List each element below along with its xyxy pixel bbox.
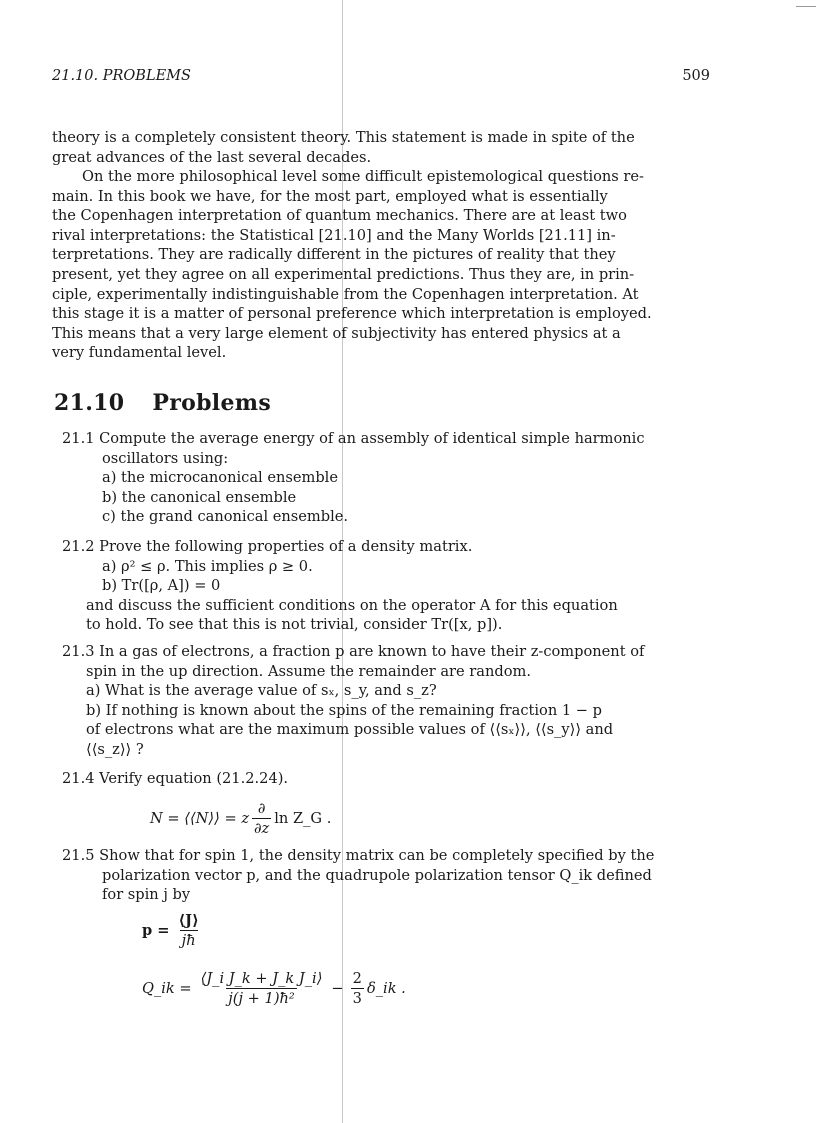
text-line: This means that a very large element of subjectivity has entered physics at a bbox=[52, 324, 621, 342]
problem-line: b) Tr([ρ, A]) = 0 bbox=[102, 577, 221, 595]
problem-line: spin in the up direction. Assume the remainder are random. bbox=[86, 662, 531, 680]
fraction-denominator: j(j + 1)ħ² bbox=[228, 990, 295, 1007]
problem-line: polarization vector p, and the quadrupole polarization tensor Q_ik defined bbox=[102, 866, 652, 884]
fraction-numerator: ⟨J⟩ bbox=[178, 912, 199, 929]
problem-line: b) the canonical ensemble bbox=[102, 488, 297, 506]
text-line: this stage it is a matter of personal preference which interpretation is employed. bbox=[52, 305, 652, 323]
text-line: the Copenhagen interpretation of quantum mechanics. There are at least two bbox=[52, 207, 627, 225]
equation-lhs: p = bbox=[142, 922, 170, 939]
text-line: main. In this book we have, for the most part, employed what is essentially bbox=[52, 187, 608, 205]
fraction-denominator: jħ bbox=[181, 932, 196, 949]
problem-line: 21.1 Compute the average energy of an assembly of identical simple harmonic bbox=[62, 430, 645, 447]
text-line: terpretations. They are radically different in the pictures of reality that they bbox=[52, 246, 616, 264]
problem-21-4 bbox=[62, 769, 714, 789]
text-line: very fundamental level. bbox=[52, 344, 227, 362]
text-line: theory is a completely consistent theory. This statement is made in spite of the bbox=[52, 129, 635, 146]
fraction-denominator: ∂z bbox=[254, 820, 270, 837]
equation-rhs: δ_ik . bbox=[366, 980, 406, 997]
problem-line: 21.2 Prove the following properties of a density matrix. bbox=[62, 538, 473, 555]
problem-line: 21.5 Show that for spin 1, the density matrix can be completely specified by the bbox=[62, 847, 655, 864]
equation-lhs: N = ⟨⟨N⟩⟩ = z bbox=[150, 810, 250, 827]
fraction-denominator: 3 bbox=[352, 990, 362, 1007]
problem-line: ⟨⟨s_z⟩⟩ ? bbox=[86, 740, 144, 758]
problem-line: oscillators using: bbox=[102, 449, 229, 467]
section-number: 21.10 bbox=[54, 390, 125, 416]
problem-line: b) If nothing is known about the spins of the remaining fraction 1 − p bbox=[86, 701, 602, 719]
equation-fraction-two-thirds bbox=[351, 970, 364, 1007]
section-title: Problems bbox=[152, 390, 271, 416]
text-line: present, yet they agree on all experimental predictions. Thus they are, in prin- bbox=[52, 265, 635, 283]
page-number: 509 bbox=[682, 68, 710, 84]
text-line: rival interpretations: the Statistical [21.10] and the Many Worlds [21.11] in- bbox=[52, 226, 616, 244]
equation-polarization-vector bbox=[142, 912, 204, 949]
problem-line: 21.4 Verify equation (21.2.24). bbox=[62, 770, 289, 787]
problem-line: 21.3 In a gas of electrons, a fraction p are known to have their z-component of bbox=[62, 643, 645, 660]
scan-corner-mark bbox=[796, 6, 816, 7]
equation-minus: − bbox=[331, 980, 344, 997]
equation-fraction bbox=[199, 970, 325, 1007]
running-header-section: 21.10. PROBLEMS bbox=[52, 68, 191, 84]
problem-21-5 bbox=[62, 846, 714, 905]
problem-line: c) the grand canonical ensemble. bbox=[102, 508, 349, 526]
section-heading bbox=[54, 390, 271, 416]
equation-quadrupole-tensor bbox=[142, 970, 406, 1007]
problem-line: to hold. To see that this is not trivial, consider Tr([x, p]). bbox=[86, 616, 503, 634]
problem-line: a) What is the average value of sₓ, s_y, and s_z? bbox=[86, 682, 437, 700]
equation-fraction bbox=[177, 912, 201, 949]
paragraph-1 bbox=[52, 128, 710, 167]
equation-rhs: ln Z_G . bbox=[274, 810, 332, 827]
problem-line: a) the microcanonical ensemble bbox=[102, 469, 338, 487]
problem-21-1 bbox=[62, 429, 714, 527]
paragraph-2 bbox=[52, 167, 710, 363]
text-line: great advances of the last several decades. bbox=[52, 148, 372, 166]
text-line: ciple, experimentally indistinguishable from the Copenhagen interpretation. At bbox=[52, 285, 639, 303]
running-header bbox=[52, 68, 710, 88]
problem-line: for spin j by bbox=[102, 886, 191, 904]
equation-fraction bbox=[252, 800, 271, 837]
equation-partition-number bbox=[150, 800, 331, 837]
problem-line: a) ρ² ≤ ρ. This implies ρ ≥ 0. bbox=[102, 557, 313, 575]
fraction-numerator: ∂ bbox=[257, 800, 266, 817]
equation-lhs: Q_ik = bbox=[142, 980, 192, 997]
problem-21-2 bbox=[62, 537, 714, 635]
fraction-numerator: ⟨J_i J_k + J_k J_i⟩ bbox=[200, 970, 323, 987]
problem-line: and discuss the sufficient conditions on the operator A for this equation bbox=[86, 596, 618, 614]
problem-21-3 bbox=[62, 642, 714, 760]
text-line: On the more philosophical level some difficult epistemological questions re- bbox=[82, 168, 644, 185]
problem-line: of electrons what are the maximum possible values of ⟨⟨sₓ⟩⟩, ⟨⟨s_y⟩⟩ and bbox=[86, 721, 614, 739]
fraction-numerator: 2 bbox=[352, 970, 362, 987]
